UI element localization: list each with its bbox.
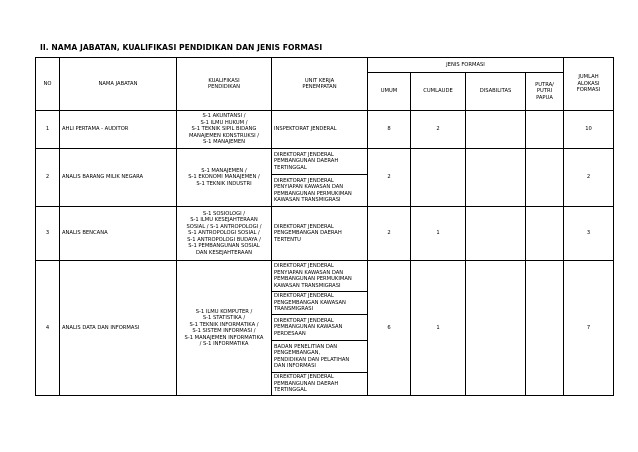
unit-kerja: BADAN PENELITIAN DAN PENGEMBANGAN, PENDIDIKAN DAN PELATIHAN DAN INFORMASI	[272, 341, 368, 373]
formasi-umum: 2	[368, 149, 411, 207]
header-jumlah-alokasi: JUMLAH ALOKASI FORMASI	[564, 58, 614, 111]
formasi-cumlaude	[411, 149, 466, 207]
kualifikasi-pendidikan: S-1 SOSIOLOGI / S-1 ILMU KESEJAHTERAAN SOSIAL / S-1 ANTROPOLOGI / S-1 ANTROPOLOGI SOSIAL / S-1 ANTROPOLOGI BUDAYA / S-1 PEMBANGUNAN SOSIAL DAN KESEJAHTERAAN	[177, 207, 272, 261]
table-header	[36, 58, 614, 111]
header-kualifikasi: KUALIFIKASI PENDIDIKAN	[177, 58, 272, 111]
formasi-disabilitas	[466, 261, 526, 396]
formasi-umum: 6	[368, 261, 411, 396]
kualifikasi-pendidikan: S-1 AKUNTANSI / S-1 ILMU HUKUM / S-1 TEKNIK SIPIL BIDANG MANAJEMEN KONSTRUKSI / S-1 MANAJEMEN	[177, 111, 272, 149]
unit-kerja: DIREKTORAT JENDERAL PEMBANGUNAN DAERAH TERTINGGAL	[272, 149, 368, 175]
jumlah-alokasi: 3	[564, 207, 614, 261]
header-no: NO	[36, 58, 60, 111]
formasi-table	[35, 57, 614, 396]
header-putra-putri-papua: PUTRA/ PUTRI PAPUA	[526, 73, 564, 111]
unit-kerja: DIREKTORAT JENDERAL PENGEMBANGAN KAWASAN TRANSMIGRASI	[272, 292, 368, 315]
unit-kerja: DIREKTORAT JENDERAL PENYIAPAN KAWASAN DAN PEMBANGUNAN PERMUKIMAN KAWASAN TRANSMIGRASI	[272, 261, 368, 292]
kualifikasi-pendidikan: S-1 ILMU KOMPUTER / S-1 STATISTIKA / S-1 TEKNIK INFORMATIKA / S-1 SISTEM INFORMASI / S-1 MANAJEMEN INFORMATIKA / S-1 INFORMATIKA	[177, 261, 272, 396]
jumlah-alokasi: 7	[564, 261, 614, 396]
header-nama-jabatan: NAMA JABATAN	[60, 58, 177, 111]
formasi-putra-papua	[526, 261, 564, 396]
table-row	[36, 149, 614, 175]
table-row	[36, 111, 614, 149]
row-number: 4	[36, 261, 60, 396]
jumlah-alokasi: 10	[564, 111, 614, 149]
formasi-cumlaude: 2	[411, 111, 466, 149]
unit-kerja: DIREKTORAT JENDERAL PENYIAPAN KAWASAN DAN PEMBANGUNAN PERMUKIMAN KAWASAN TRANSMIGRASI	[272, 175, 368, 207]
header-disabilitas: DISABILITAS	[466, 73, 526, 111]
formasi-putra-papua	[526, 207, 564, 261]
row-number: 2	[36, 149, 60, 207]
jumlah-alokasi: 2	[564, 149, 614, 207]
row-number: 1	[36, 111, 60, 149]
header-umum: UMUM	[368, 73, 411, 111]
formasi-disabilitas	[466, 207, 526, 261]
nama-jabatan: ANALIS DATA DAN INFORMASI	[60, 261, 177, 396]
formasi-putra-papua	[526, 111, 564, 149]
header-jenis-formasi: JENIS FORMASI	[368, 58, 564, 73]
unit-kerja: DIREKTORAT JENDERAL PENGEMBANGAN DAERAH TERTENTU	[272, 207, 368, 261]
formasi-putra-papua	[526, 149, 564, 207]
formasi-cumlaude: 1	[411, 207, 466, 261]
formasi-disabilitas	[466, 149, 526, 207]
header-unit-kerja: UNIT KERJA PENEMPATAN	[272, 58, 368, 111]
nama-jabatan: ANALIS BARANG MILIK NEGARA	[60, 149, 177, 207]
nama-jabatan: ANALIS BENCANA	[60, 207, 177, 261]
formasi-cumlaude: 1	[411, 261, 466, 396]
table-body	[36, 111, 614, 396]
formasi-umum: 8	[368, 111, 411, 149]
table-row	[36, 261, 614, 292]
formasi-disabilitas	[466, 111, 526, 149]
kualifikasi-pendidikan: S-1 MANAJEMEN / S-1 EKONOMI MANAJEMEN / S-1 TEKNIK INDUSTRI	[177, 149, 272, 207]
section-heading: II. NAMA JABATAN, KUALIFIKASI PENDIDIKAN DAN JENIS FORMASI	[40, 43, 323, 52]
unit-kerja: INSPEKTORAT JENDERAL	[272, 111, 368, 149]
nama-jabatan: AHLI PERTAMA - AUDITOR	[60, 111, 177, 149]
unit-kerja: DIREKTORAT JENDERAL PEMBANGUNAN KAWASAN PERDESAAN	[272, 315, 368, 341]
unit-kerja: DIREKTORAT JENDERAL PEMBANGUNAN DAERAH TERTINGGAL	[272, 373, 368, 396]
header-cumlaude: CUMLAUDE	[411, 73, 466, 111]
row-number: 3	[36, 207, 60, 261]
table-row	[36, 207, 614, 261]
formasi-umum: 2	[368, 207, 411, 261]
